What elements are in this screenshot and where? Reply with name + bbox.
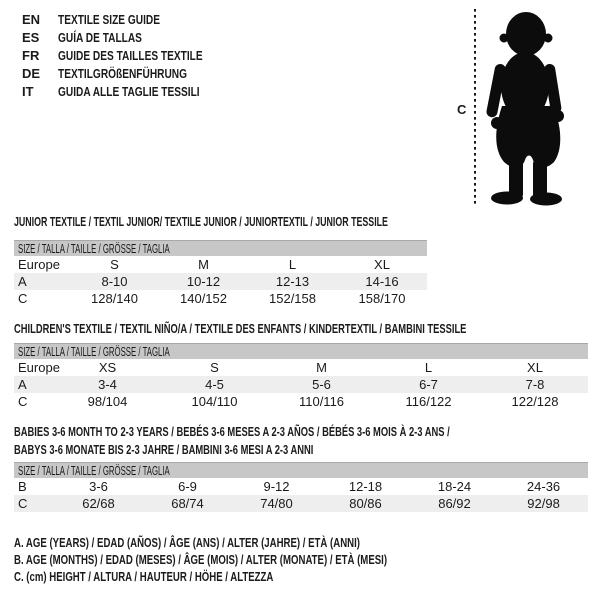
size-table-babies <box>14 462 588 512</box>
language-code: FR <box>22 47 40 63</box>
table-cell: 98/104 <box>87 394 128 409</box>
table-cell: 122/128 <box>511 394 559 409</box>
table-row <box>14 376 588 393</box>
region-label: Europe <box>18 257 60 272</box>
table-cell: 62/68 <box>54 495 143 512</box>
language-code: EN <box>22 11 41 27</box>
language-row <box>22 82 243 100</box>
table-cell: L <box>424 360 433 375</box>
table-cell: 116/122 <box>405 394 452 409</box>
table-cell: M <box>198 257 209 272</box>
language-label: GUÍA DE TALLAS <box>58 29 142 45</box>
section-title-babies-line2: BABYS 3-6 MONATE BIS 2-3 JAHRE / BAMBINI 3-6 MESI A 2-3 ANNI <box>14 442 314 457</box>
table-cell: L <box>288 257 297 272</box>
section-title-junior: JUNIOR TEXTILE / TEXTIL JUNIOR/ TEXTILE JUNIOR / JUNIORTEXTIL / JUNIOR TESSILE <box>14 214 388 229</box>
table-cell: 68/74 <box>143 495 232 512</box>
table-row <box>14 393 588 410</box>
table-cell: 158/170 <box>358 291 406 306</box>
table-cell: 74/80 <box>232 495 321 512</box>
note-line-b: B. AGE (MONTHS) / EDAD (MESES) / ÂGE (MOIS) / ALTER (MONATE) / ETÀ (MESI) <box>14 552 388 567</box>
language-code: ES <box>22 29 40 45</box>
baby-silhouette-figure <box>470 8 574 208</box>
table-cell: 86/92 <box>410 495 499 512</box>
table-cell: 6-7 <box>375 376 482 393</box>
note-line-c: C. (cm) HEIGHT / ALTURA / HAUTEUR / HÖHE / ALTEZZA <box>14 569 274 584</box>
language-row <box>22 10 243 28</box>
table-cell: 140/152 <box>180 291 227 306</box>
section-title-babies-line1: BABIES 3-6 MONTH TO 2-3 YEARS / BEBÉS 3-6 MESES A 2-3 AÑOS / BÉBÉS 3-6 MOIS À 2-3 ANS / <box>14 424 450 439</box>
size-header-text: SIZE / TALLA / TAILLE / GRÖSSE / TAGLIA <box>18 241 170 256</box>
table-cell: 3-6 <box>89 479 108 494</box>
table-cell: 6-9 <box>178 479 197 494</box>
table-row <box>14 273 427 290</box>
language-row <box>22 28 243 46</box>
table-cell: 12-13 <box>248 273 337 290</box>
legend-notes <box>14 534 518 585</box>
table-cell: 110/116 <box>298 394 345 409</box>
note-line-a: A. AGE (YEARS) / EDAD (AÑOS) / ÂGE (ANS) / ALTER (JAHRE) / ETÀ (ANNI) <box>14 535 360 550</box>
table-cell: 24-36 <box>526 479 561 494</box>
table-cell: 92/98 <box>499 495 588 512</box>
table-row <box>14 495 588 512</box>
row-label: C <box>18 394 28 409</box>
height-label-c: C <box>457 102 467 117</box>
language-code: IT <box>22 83 34 99</box>
table-cell: S <box>210 360 219 375</box>
table-cell: 7-8 <box>482 376 588 393</box>
table-cell: 5-6 <box>268 376 375 393</box>
table-row <box>14 256 427 273</box>
table-row <box>14 290 427 307</box>
table-cell: 152/158 <box>269 291 316 306</box>
table-cell: XL <box>374 257 390 272</box>
table-cell: XL <box>527 360 543 375</box>
table-cell: 80/86 <box>321 495 410 512</box>
language-row <box>22 64 243 82</box>
language-label: GUIDA ALLE TAGLIE TESSILI <box>58 83 200 99</box>
size-table-junior <box>14 240 427 307</box>
baby-silhouette <box>486 12 564 206</box>
size-header-bar <box>14 241 427 257</box>
size-header-bar <box>14 344 588 360</box>
table-cell: S <box>110 257 119 272</box>
table-cell: 10-12 <box>159 273 248 290</box>
size-table-children <box>14 343 588 410</box>
row-label: C <box>14 495 54 512</box>
row-label: A <box>14 273 70 290</box>
size-header-bar <box>14 463 588 479</box>
row-label: C <box>18 291 28 306</box>
row-label: B <box>18 479 27 494</box>
language-row <box>22 46 243 64</box>
table-cell: 4-5 <box>161 376 268 393</box>
language-label: TEXTILE SIZE GUIDE <box>58 11 160 27</box>
table-cell: 18-24 <box>437 479 472 494</box>
table-cell: M <box>316 360 327 375</box>
table-cell: XS <box>98 360 117 375</box>
table-cell: 104/110 <box>191 394 238 409</box>
section-title-children: CHILDREN'S TEXTILE / TEXTIL NIÑO/A / TEXTILE DES ENFANTS / KINDERTEXTIL / BAMBINI TESSILE <box>14 321 467 336</box>
table-cell: 9-12 <box>263 479 290 494</box>
table-cell: 8-10 <box>70 273 159 290</box>
table-row <box>14 478 588 495</box>
size-header-text: SIZE / TALLA / TAILLE / GRÖSSE / TAGLIA <box>18 463 170 478</box>
table-cell: 14-16 <box>337 273 427 290</box>
size-header-text: SIZE / TALLA / TAILLE / GRÖSSE / TAGLIA <box>18 344 170 359</box>
language-label: GUIDE DES TAILLES TEXTILE <box>58 47 203 63</box>
table-cell: 128/140 <box>91 291 138 306</box>
region-label: Europe <box>18 360 60 375</box>
language-title-list <box>22 10 243 100</box>
language-label: TEXTILGRÖßENFÜHRUNG <box>58 65 188 81</box>
table-row <box>14 359 588 376</box>
language-code: DE <box>22 65 41 81</box>
table-cell: 12-18 <box>348 479 383 494</box>
row-label: A <box>14 376 54 393</box>
table-cell: 3-4 <box>54 376 161 393</box>
